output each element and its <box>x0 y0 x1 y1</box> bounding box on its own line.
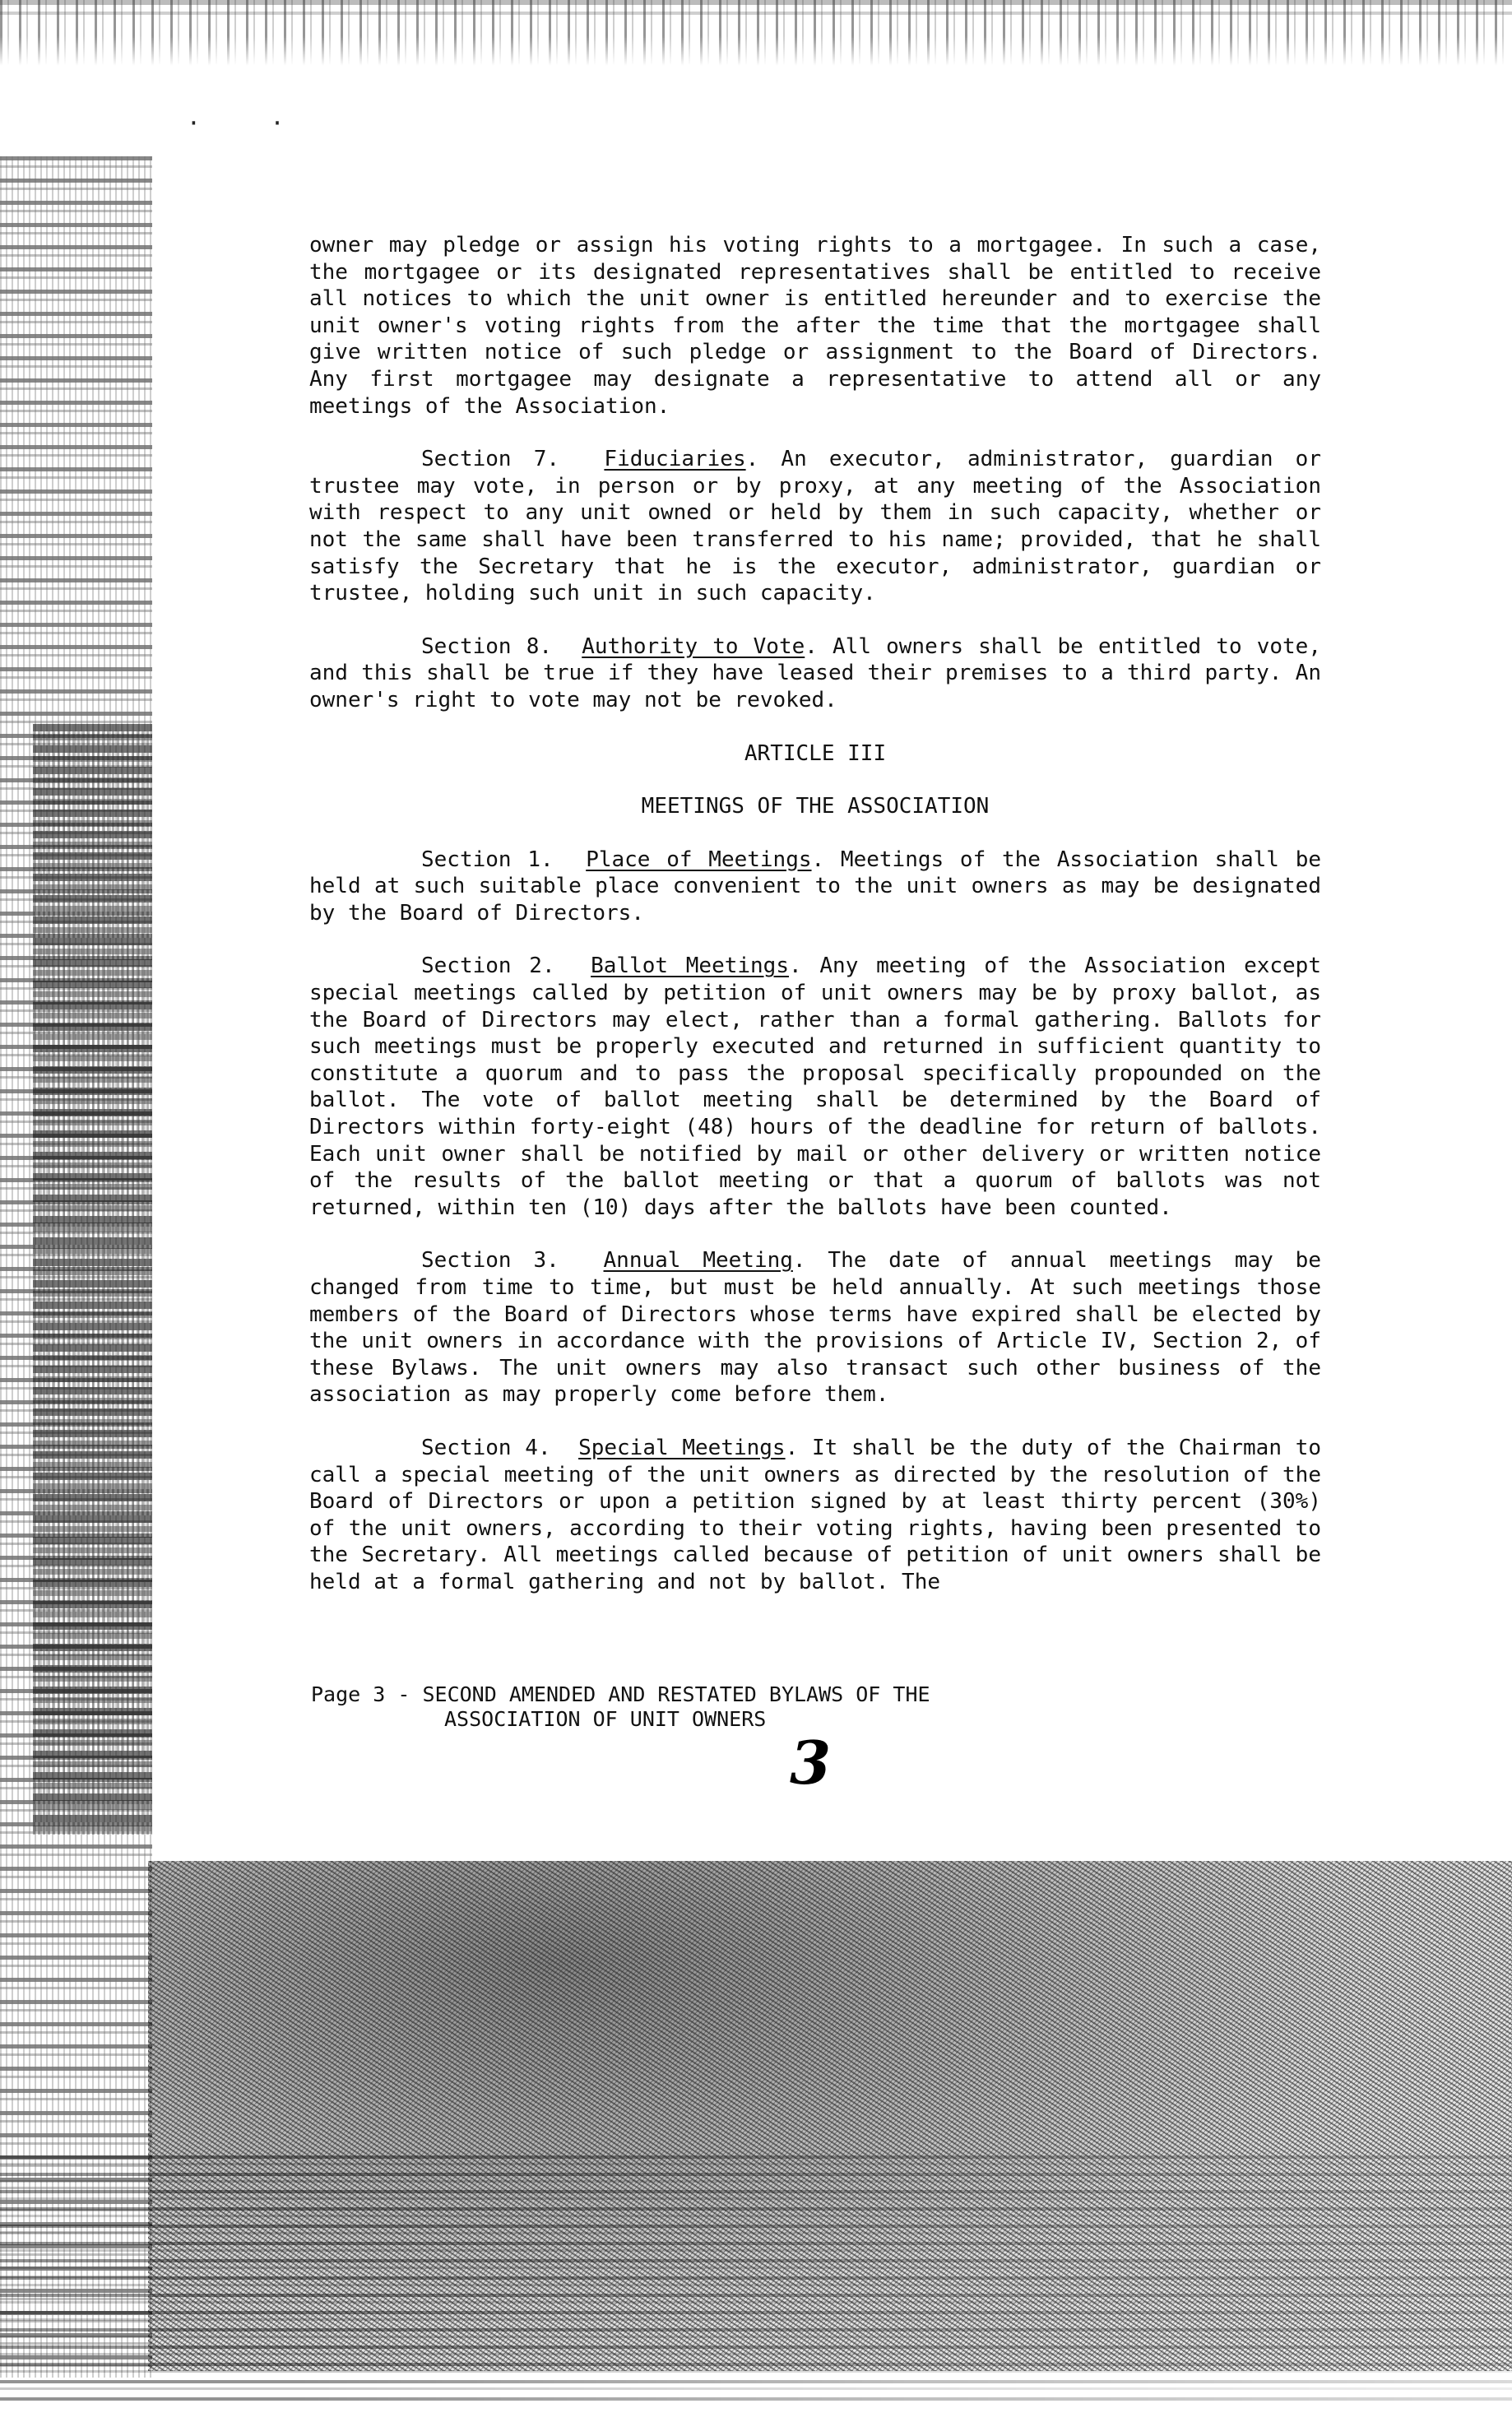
intro-paragraph: owner may pledge or assign his voting rights to a mortgagee. In such a case, the mortgagee or its designated representatives shall be entitled to receive all notices to which the unit owner is entitled hereunder and to exercise the unit owner's voting rights from the after the time that the mortgagee shall give written notice of such pledge or assignment to the Board of Directors. Any first mortgagee may designate a representative to attend all or any meetings of the Association. <box>309 233 1321 419</box>
scanner-bottom-stripes <box>0 2155 1512 2402</box>
corner-specks: · · <box>189 107 315 140</box>
article-3-section-2 <box>309 953 1321 1221</box>
section-text: . All owners shall be entitled to vote, and this shall be true if they have leased their premises to a third party. An owner's right to vote may not be revoked. <box>309 633 1321 712</box>
section-text: . It shall be the duty of the Chairman to call a special meeting of the unit owners as directed by the resolution of the Board of Directors or upon a petition signed by at least thirty percent (30%) of the unit owners, according to their voting rights, having been presented to the Secretary. All meetings called because of petition of unit owners shall be held at a formal gathering and not by ballot. The <box>309 1435 1321 1594</box>
section-heading: Fiduciaries <box>604 447 746 472</box>
article-3-section-4 <box>309 1435 1321 1596</box>
section-heading: Special Meetings <box>578 1435 786 1460</box>
section-number: Section 3. <box>421 1248 559 1274</box>
section-8 <box>309 633 1321 714</box>
section-text: . Meetings of the Association shall be held at such suitable place convenient to the unit owners as may be designated by the Board of Directors. <box>309 847 1321 926</box>
article-3-section-1 <box>309 847 1321 927</box>
footer-line-2: ASSOCIATION OF UNIT OWNERS <box>444 1707 767 1731</box>
document-body <box>309 232 1321 1622</box>
section-heading: Authority to Vote <box>582 633 805 659</box>
footer-line-1: Page 3 - SECOND AMENDED AND RESTATED BYLAWS OF THE <box>311 1682 930 1706</box>
handwritten-page-number: 3 <box>790 1728 832 1798</box>
section-7 <box>309 446 1321 607</box>
section-heading: Ballot Meetings <box>591 954 789 979</box>
scanner-left-dense-artifact <box>33 724 156 1835</box>
section-number: Section 1. <box>421 847 554 872</box>
section-text: . Any meeting of the Association except special meetings called by petition of unit owners may be by proxy ballot, as the Board of Directors may elect, rather than a formal gathering. Ballots for such meetings must be properly executed and returned in sufficient quantity to constitute a quorum and to pass the proposal specifically propounded on the ballot. The vote of ballot meeting shall be determined by the Board of Directors within forty-eight (48) hours of the deadline for return of ballots. Each unit owner shall be notified by mail or other delivery or written notice of the results of the ballot meeting or that a quorum of ballots was not returned, within ten (10) days after the ballots have been counted. <box>309 954 1321 1220</box>
section-number: Section 4. <box>421 1435 551 1460</box>
article-title: MEETINGS OF THE ASSOCIATION <box>641 794 990 819</box>
section-text: . An executor, administrator, guardian or trustee may vote, in person or by proxy, at any meeting of the Association with respect to any unit owned or held by them in such capacity, whether or not the same shall have been transferred to his name; provided, that he shall satisfy the Secretary that he is the executor, administrator, guardian or trustee, holding such unit in such capacity. <box>309 447 1321 606</box>
section-heading: Place of Meetings <box>586 847 812 872</box>
scanner-top-edge-artifact <box>0 0 1512 66</box>
article-number: ARTICLE III <box>744 740 887 766</box>
section-number: Section 8. <box>421 633 552 659</box>
article-3-section-3 <box>309 1247 1321 1408</box>
section-heading: Annual Meeting <box>603 1248 793 1274</box>
page-footer <box>311 1682 930 1732</box>
section-number: Section 2. <box>421 954 555 979</box>
section-text: . The date of annual meetings may be changed from time to time, but must be held annually. At such meetings those members of the Board of Directors whose terms have expired shall be elected by the unit owners in accordance with the provisions of Article IV, Section 2, of these Bylaws. The unit owners may also transact such other business of the association as may properly come before them. <box>309 1248 1321 1408</box>
section-number: Section 7. <box>421 447 560 472</box>
